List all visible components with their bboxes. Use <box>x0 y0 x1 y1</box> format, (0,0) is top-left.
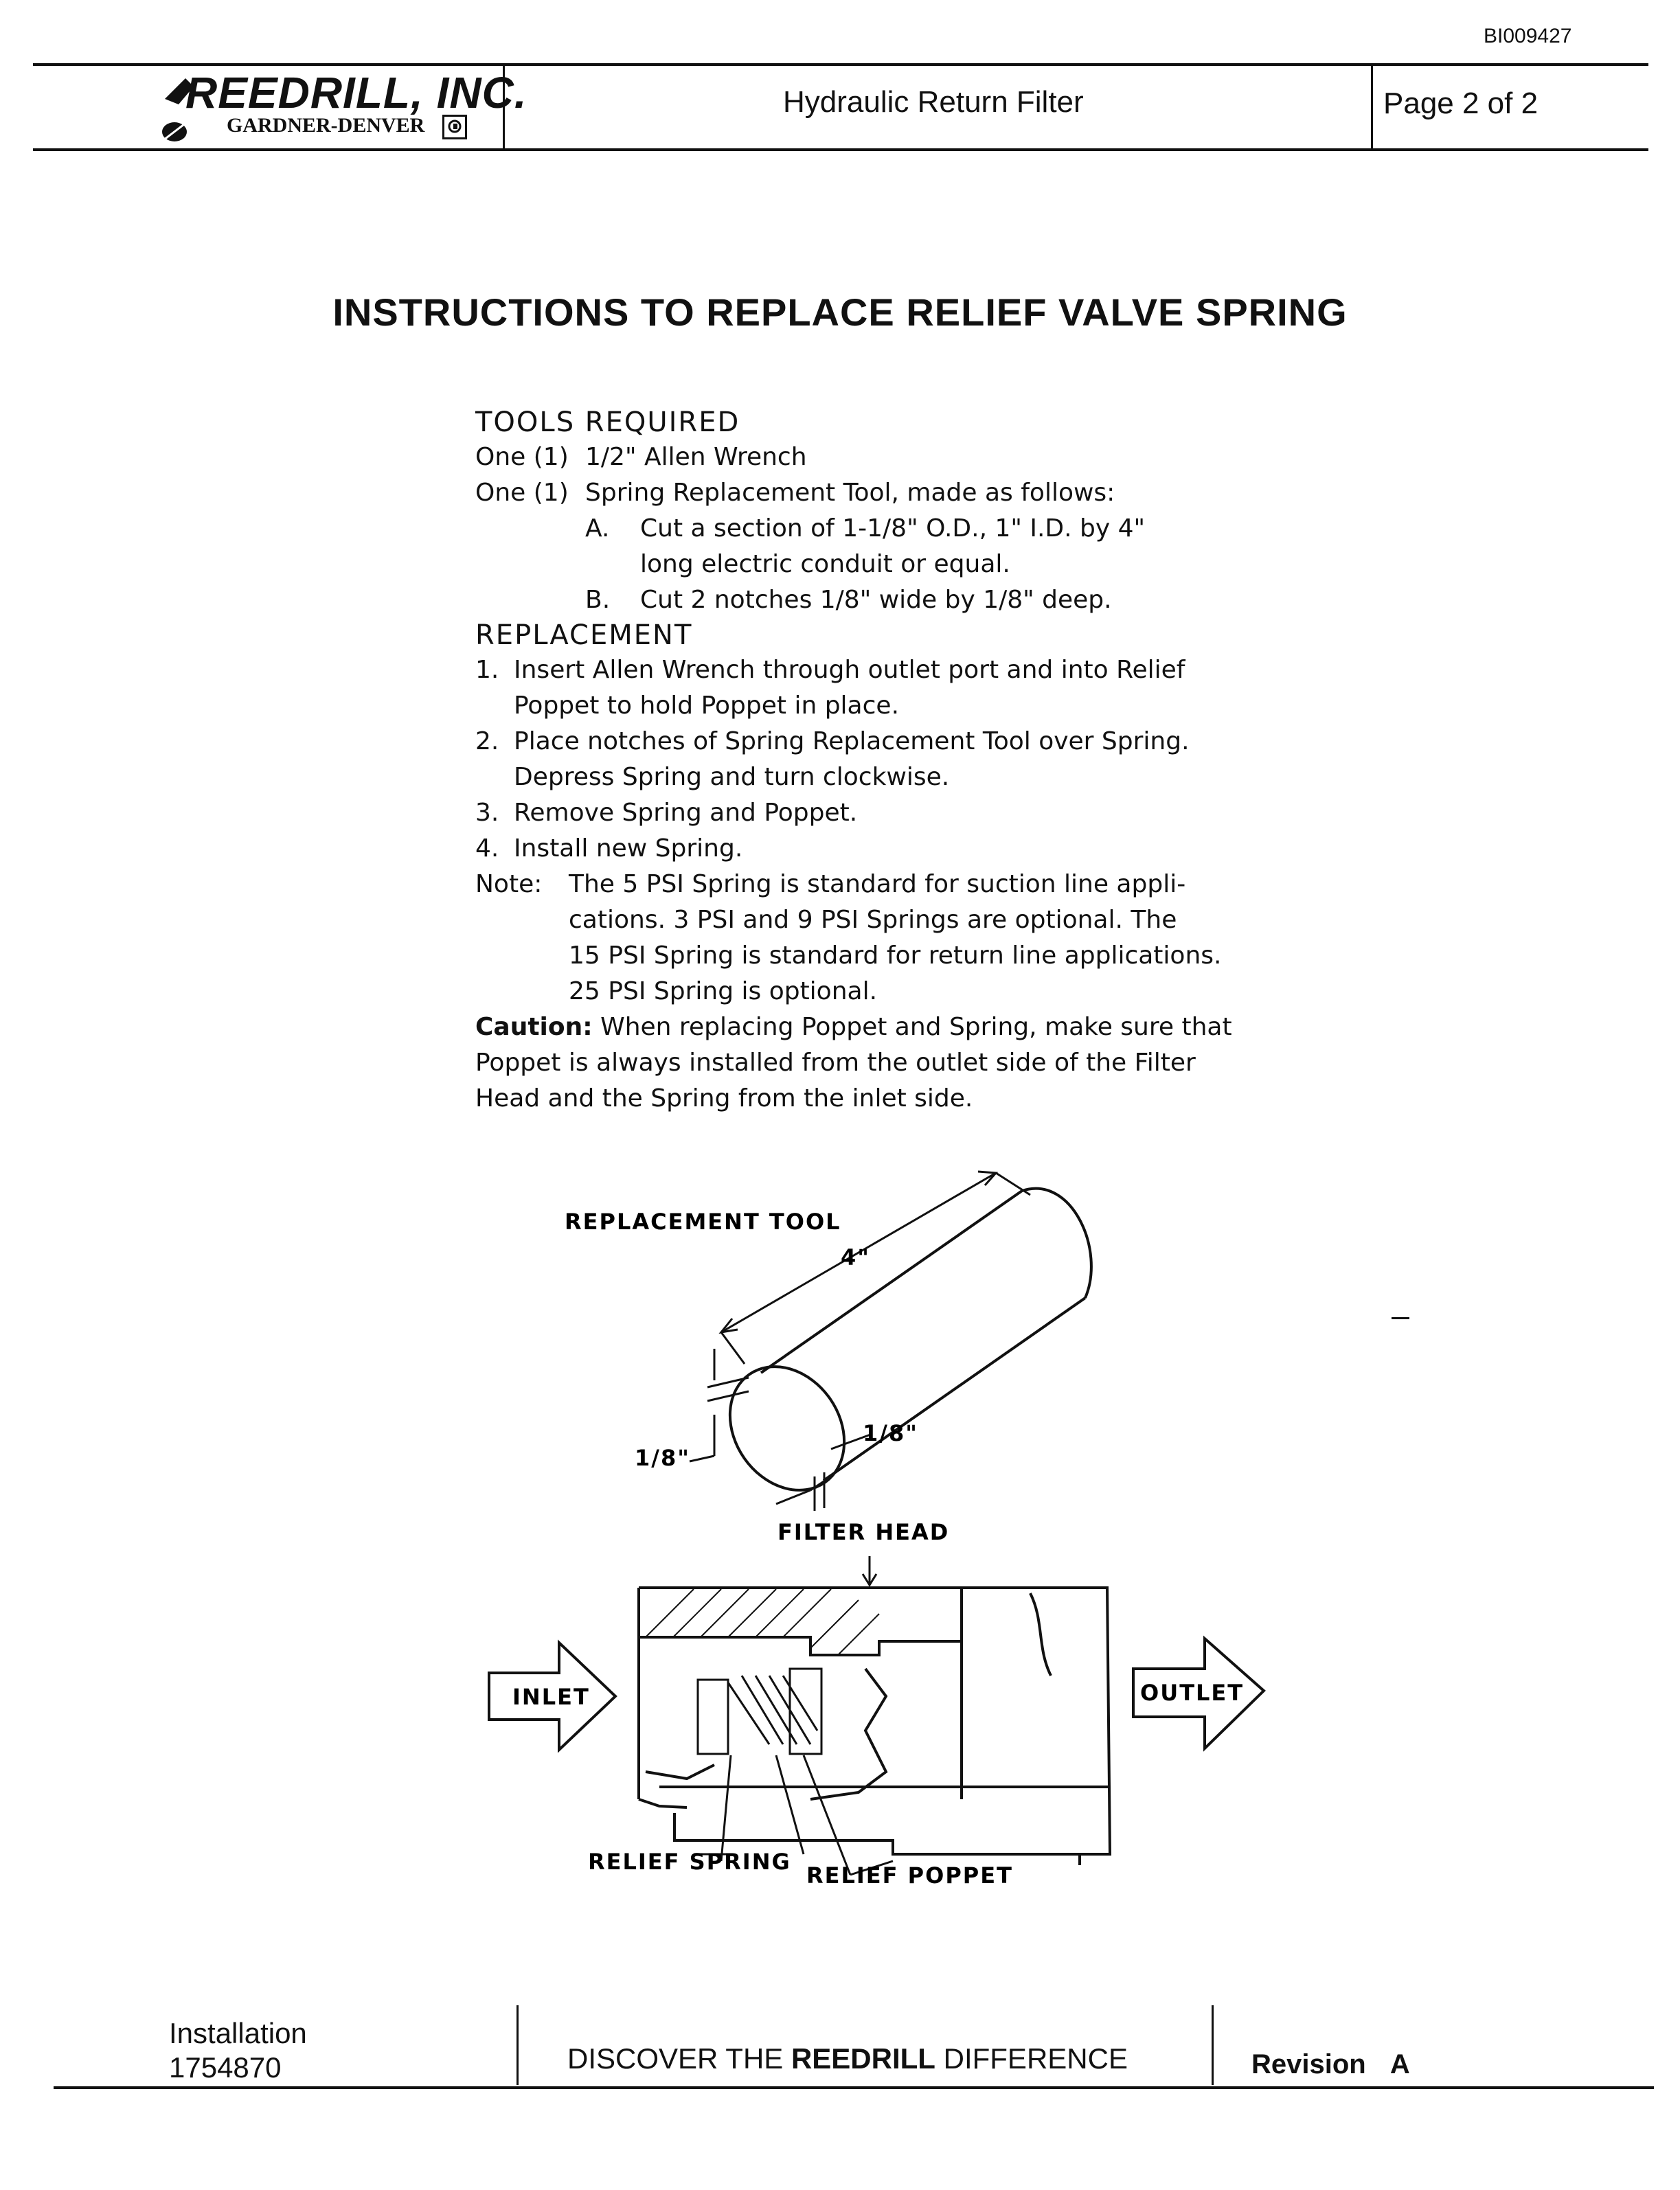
footer-slogan <box>567 2042 1128 2075</box>
notch-label-2: 1/8" <box>863 1420 918 1446</box>
note-line: The 5 PSI Spring is standard for suction line appli- <box>569 870 1186 898</box>
revision-label: Revision <box>1251 2049 1366 2079</box>
replacement-heading: REPLACEMENT <box>475 619 693 651</box>
tools-heading: TOOLS REQUIRED <box>475 407 740 438</box>
tool-qty: One (1) <box>475 479 569 507</box>
step-number: 1. <box>475 656 499 684</box>
step-text: Insert Allen Wrench through outlet port and into Relief <box>514 656 1185 684</box>
document-title: Hydraulic Return Filter <box>783 85 1084 119</box>
tool-step-label: A. <box>585 514 610 543</box>
note-label: Note: <box>475 870 543 898</box>
footer-divider-1 <box>517 2005 519 2085</box>
footer-revision <box>1251 2049 1410 2080</box>
revision-value: A <box>1389 2049 1410 2079</box>
footer-divider-2 <box>1212 2005 1214 2085</box>
footer-section: Installation <box>169 2017 307 2049</box>
step-text: Place notches of Spring Replacement Tool over Spring. <box>514 727 1190 755</box>
relief-poppet-label: RELIEF POPPET <box>806 1862 1013 1889</box>
footer-part-number: 1754870 <box>169 2051 282 2084</box>
document-id: BI009427 <box>1484 25 1572 47</box>
page-title: INSTRUCTIONS TO REPLACE RELIEF VALVE SPRING <box>332 290 1348 334</box>
filter-head-label: FILTER HEAD <box>777 1519 950 1545</box>
step-text2: Depress Spring and turn clockwise. <box>514 763 950 791</box>
step-number: 2. <box>475 727 499 755</box>
caution-label: Caution: <box>475 1013 593 1041</box>
caution-line: Head and the Spring from the inlet side. <box>475 1084 973 1113</box>
tool-text: 1/2" Allen Wrench <box>585 443 807 471</box>
step-text2: Poppet to hold Poppet in place. <box>514 692 900 720</box>
step-number: 3. <box>475 799 499 827</box>
parent-company-name: GARDNER-DENVER <box>227 114 425 137</box>
outlet-label: OUTLET <box>1140 1680 1245 1706</box>
margin-mark <box>1392 1317 1409 1319</box>
step-text: Install new Spring. <box>514 834 743 863</box>
slogan-post: DIFFERENCE <box>935 2042 1128 2075</box>
tool-text: Spring Replacement Tool, made as follows: <box>585 479 1115 507</box>
page-number: Page 2 of 2 <box>1383 87 1539 120</box>
slogan-pre: DISCOVER THE <box>567 2042 791 2075</box>
caution-line: Poppet is always installed from the outlet side of the Filter <box>475 1049 1196 1077</box>
footer-rule <box>54 2086 1654 2089</box>
step-number: 4. <box>475 834 499 863</box>
slogan-brand: REEDRILL <box>791 2042 935 2075</box>
relief-spring-label: RELIEF SPRING <box>588 1849 791 1875</box>
tool-step-text2: long electric conduit or equal. <box>640 550 1010 578</box>
tool-label: REPLACEMENT TOOL <box>565 1209 841 1235</box>
note-line: 25 PSI Spring is optional. <box>569 977 878 1005</box>
note-line: 15 PSI Spring is standard for return line applications. <box>569 942 1222 970</box>
note-line: cations. 3 PSI and 9 PSI Springs are optional. The <box>569 906 1177 934</box>
tool-qty: One (1) <box>475 443 569 471</box>
tool-step-text: Cut a section of 1-1/8" O.D., 1" I.D. by 4" <box>640 514 1146 543</box>
inlet-label: INLET <box>512 1684 590 1710</box>
tool-step-text: Cut 2 notches 1/8" wide by 1/8" deep. <box>640 586 1112 614</box>
notch-label-1: 1/8" <box>635 1445 690 1471</box>
caution-line: When replacing Poppet and Spring, make sure that <box>600 1013 1232 1041</box>
company-logo: REEDRILL, INC. <box>185 68 527 117</box>
footer-left <box>169 2016 307 2085</box>
filter-head-drawing <box>639 1556 1110 1875</box>
step-text: Remove Spring and Poppet. <box>514 799 858 827</box>
length-label: 4" <box>841 1244 870 1270</box>
tool-step-label: B. <box>585 586 611 614</box>
